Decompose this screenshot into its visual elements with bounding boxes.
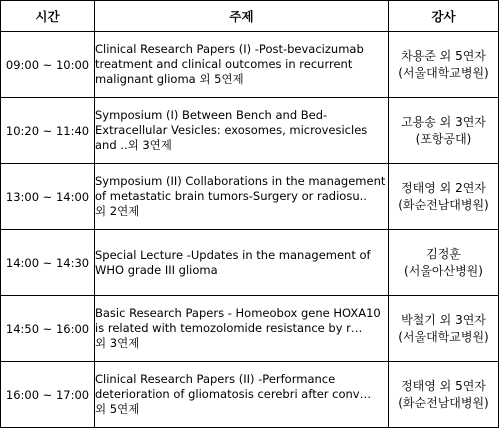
- topic-line: 외 2연제: [95, 204, 140, 218]
- speaker-name: 박철기 외 3연자: [401, 312, 486, 327]
- topic-line: 외 5연제: [95, 402, 140, 416]
- topic-line: Basic Research Papers - Homeobox gene HOXA10: [95, 306, 381, 320]
- topic-line: Symposium (II) Collaborations in the management: [95, 174, 386, 188]
- table-body: [1, 32, 499, 428]
- topic-line: Special Lecture -Updates in the management of: [95, 247, 371, 262]
- topic-line: Clinical Research Papers (II) -Performance: [95, 372, 336, 386]
- table-row: [1, 164, 499, 230]
- speaker-name: 김정훈: [426, 246, 461, 261]
- table-row: [1, 362, 499, 428]
- topic-cell: [95, 98, 389, 164]
- header-row: [1, 1, 499, 32]
- table-row: [1, 98, 499, 164]
- topic-cell: [95, 230, 389, 296]
- topic-cell: [95, 362, 389, 428]
- table-header: [1, 1, 499, 32]
- topic-line: Extracellular Vesicles: exosomes, microvesicles: [95, 123, 368, 137]
- speaker-name: 정태영 외 5연자: [401, 378, 486, 393]
- time-cell: 14:50 ~ 16:00: [1, 296, 95, 362]
- table-row: [1, 230, 499, 296]
- time-cell: 10:20 ~ 11:40: [1, 98, 95, 164]
- topic-line: deterioration of gliomatosis cerebri after conv…: [95, 387, 372, 401]
- time-cell: 09:00 ~ 10:00: [1, 32, 95, 98]
- table-row: [1, 296, 499, 362]
- topic-line: 외 3연제: [95, 336, 140, 350]
- time-cell: 16:00 ~ 17:00: [1, 362, 95, 428]
- topic-line: and ..외 3연제: [95, 138, 172, 152]
- topic-line: malignant glioma 외 5연제: [95, 72, 244, 86]
- time-cell: 14:00 ~ 14:30: [1, 230, 95, 296]
- topic-cell: [95, 164, 389, 230]
- speaker-affiliation: (화순전남대병원): [398, 395, 489, 410]
- speaker-name: 정태영 외 2연자: [401, 180, 486, 195]
- topic-cell: [95, 32, 389, 98]
- speaker-cell: [389, 32, 499, 98]
- table-row: [1, 32, 499, 98]
- header-topic: 주제: [95, 1, 389, 32]
- time-cell: 13:00 ~ 14:00: [1, 164, 95, 230]
- speaker-cell: [389, 98, 499, 164]
- speaker-cell: [389, 164, 499, 230]
- speaker-cell: [389, 230, 499, 296]
- speaker-cell: [389, 362, 499, 428]
- speaker-name: 고용송 외 3연자: [401, 114, 486, 129]
- speaker-affiliation: (포항공대): [415, 131, 472, 146]
- topic-line: WHO grade III glioma: [95, 262, 218, 277]
- topic-line: treatment and clinical outcomes in recurrent: [95, 57, 353, 71]
- topic-line: of metastatic brain tumors-Surgery or radiosu..: [95, 189, 367, 203]
- header-time: 시간: [1, 1, 95, 32]
- speaker-name: 차용준 외 5연자: [401, 48, 486, 63]
- header-speaker: 강사: [389, 1, 499, 32]
- topic-line: is related with temozolomide resistance by r…: [95, 321, 363, 335]
- speaker-affiliation: (화순전남대병원): [398, 197, 489, 212]
- topic-cell: [95, 296, 389, 362]
- speaker-cell: [389, 296, 499, 362]
- topic-line: Clinical Research Papers (I) -Post-bevacizumab: [95, 42, 364, 56]
- speaker-affiliation: (서울아산병원): [404, 263, 483, 278]
- speaker-affiliation: (서울대학교병원): [398, 65, 489, 80]
- speaker-affiliation: (서울대학교병원): [398, 329, 489, 344]
- topic-line: Symposium (I) Between Bench and Bed-: [95, 108, 328, 122]
